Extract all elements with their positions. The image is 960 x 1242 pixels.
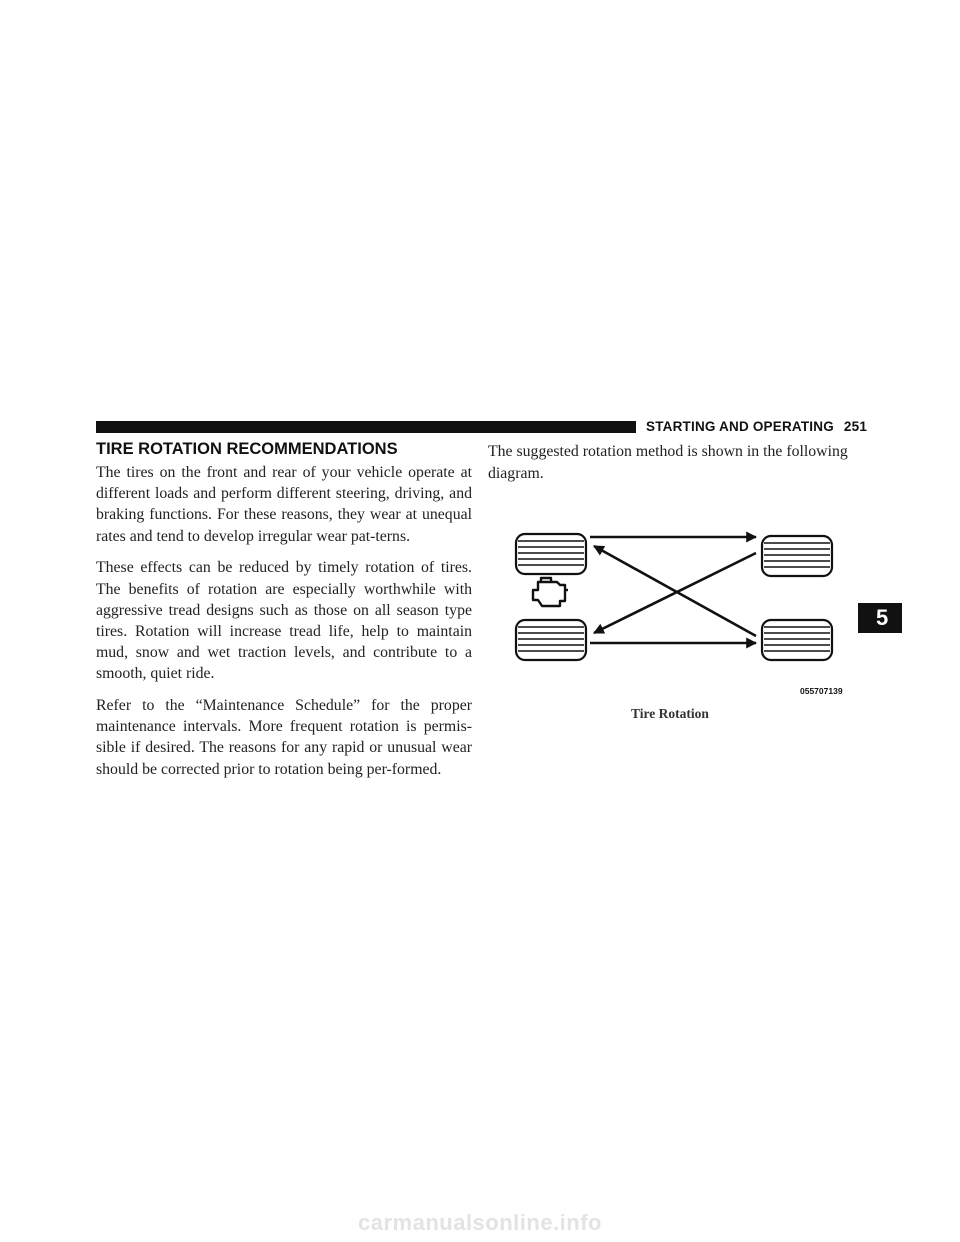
diagram-intro: The suggested rotation method is shown in the following diagram.: [488, 443, 848, 482]
tire-icon: [516, 620, 586, 660]
paragraph-1: The tires on the front and rear of your vehicle operate at different loads and perform different steering, driving, and braking functions. For these reasons, they wear at unequal rates and tend to develop irregular wear pat-terns.: [96, 464, 472, 545]
section-heading: TIRE ROTATION RECOMMENDATIONS: [96, 440, 398, 458]
left-column: [96, 462, 472, 790]
watermark: carmanualsonline.info: [358, 1210, 602, 1235]
engine-icon: [533, 578, 568, 606]
section-title: STARTING AND OPERATING: [646, 419, 834, 434]
paragraph-2: These effects can be reduced by timely rotation of tires. The benefits of rotation are especially worthwhile with aggressive tread designs such as those on all season type tires. Rotation will increase tread life, help to maintain mud, snow and wet traction levels, and contribute to a smooth, quiet ride.: [96, 559, 472, 683]
paragraph-3: Refer to the “Maintenance Schedule” for the proper maintenance intervals. More frequent rotation is permis-sible if desired. The reasons for any rapid or unusual wear should be corrected prior to rotation being per-formed.: [96, 697, 472, 778]
tire-rotation-diagram: [510, 520, 850, 700]
page-number: 251: [843, 419, 868, 434]
right-column: [488, 441, 866, 484]
figure-caption: Tire Rotation: [631, 706, 709, 721]
running-header: [646, 419, 867, 434]
tire-icon: [516, 534, 586, 574]
header-rule: [96, 421, 636, 433]
tire-icon: [762, 620, 832, 660]
chapter-tab: 5: [858, 603, 902, 633]
arrow-icon: [594, 553, 756, 633]
figure-code: 055707139: [800, 686, 843, 696]
arrow-icon: [594, 546, 756, 636]
tire-icon: [762, 536, 832, 576]
